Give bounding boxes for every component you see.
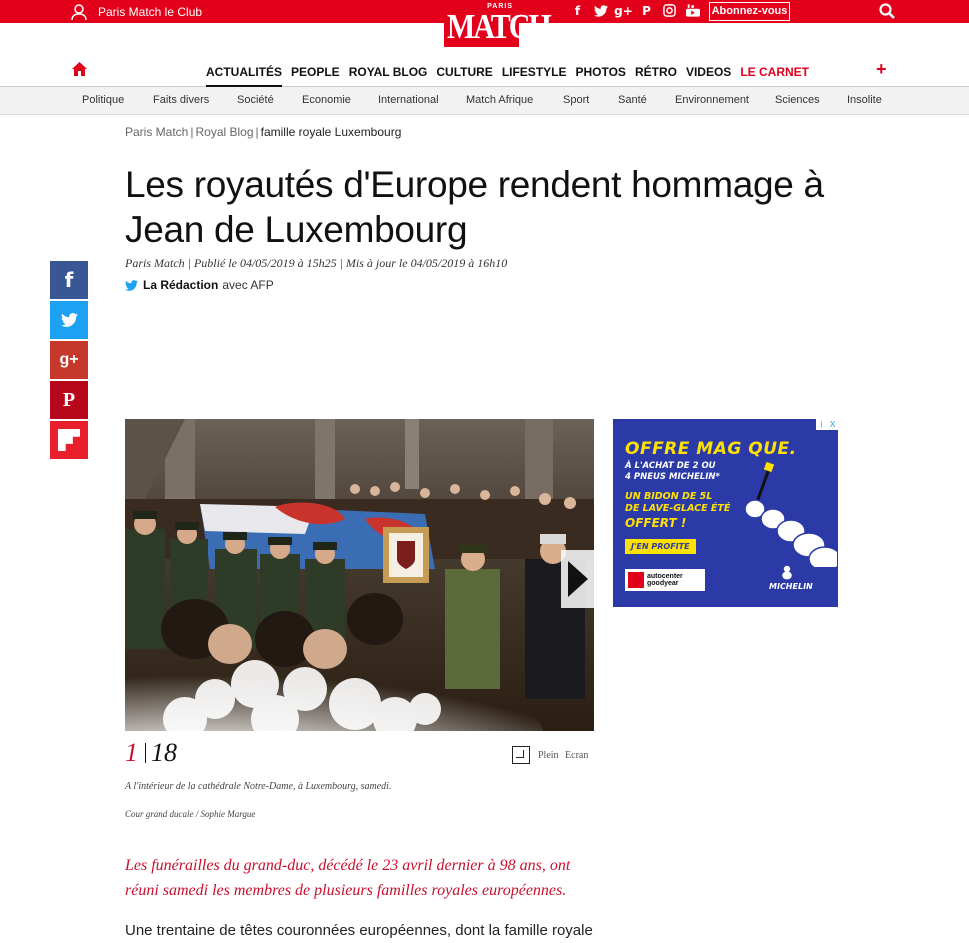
gallery-image[interactable] (125, 419, 594, 731)
ad-headline: OFFRE MAG QUE. (625, 439, 797, 459)
twitter-icon (61, 313, 78, 327)
google-plus-icon[interactable]: g+ (614, 4, 633, 18)
google-plus-icon: g+ (59, 351, 79, 368)
logo-big-text: MATCH (447, 8, 550, 46)
article-body: Une trentaine de têtes couronnées européennes, dont la famille royale (125, 922, 593, 939)
article-lead: Les funérailles du grand-duc, décédé le 23 avril dernier à 98 ans, ont réuni samedi les membres de plusieurs familles royales européennes. (125, 857, 571, 899)
subnav-item-international[interactable]: International (378, 94, 439, 106)
pinterest-share-button[interactable] (50, 381, 88, 419)
nav-item-lifestyle[interactable]: LIFESTYLE (501, 65, 567, 79)
breadcrumb-current[interactable]: famille royale Luxembourg (260, 125, 402, 139)
flipboard-share-button[interactable] (50, 421, 88, 459)
youtube-icon[interactable] (681, 3, 704, 20)
subnav-item-sante[interactable]: Santé (618, 94, 647, 106)
search-icon[interactable] (879, 3, 895, 19)
ad-cta-button[interactable]: J'EN PROFITE (625, 539, 696, 554)
main-navigation (0, 57, 969, 87)
michelin-bibendum-icon (779, 565, 795, 581)
breadcrumb-paris-match[interactable]: Paris Match (125, 125, 189, 139)
subnav-item-economie[interactable]: Economie (302, 94, 351, 106)
subnav-item-societe[interactable]: Société (237, 94, 274, 106)
michelin-advertisement[interactable] (613, 419, 838, 607)
ad-subtext: À L'ACHAT DE 2 OU 4 PNEUS MICHELIN* (625, 461, 720, 482)
subscribe-button[interactable]: Abonnez-vous (709, 2, 790, 21)
logo-small-text: PARIS (487, 3, 513, 10)
article-title: Les royautés d'Europe rendent hommage à Jean de Luxembourg (125, 164, 824, 250)
autocenter-icon (628, 572, 644, 588)
autocenter-label: autocenter goodyear (647, 573, 683, 587)
twitter-icon[interactable] (125, 280, 138, 291)
home-icon[interactable] (72, 62, 87, 76)
social-links (566, 3, 704, 20)
subnav-item-politique[interactable]: Politique (82, 94, 125, 106)
counter-divider (145, 743, 146, 763)
pinterest-icon: P (62, 388, 76, 411)
article-author (125, 278, 274, 292)
pinterest-icon[interactable]: P (642, 4, 651, 18)
nav-item-retro[interactable]: RÉTRO (634, 65, 677, 79)
gallery-next-button[interactable] (561, 550, 594, 608)
author-suffix: avec AFP (222, 278, 274, 292)
subnav-item-faits-divers[interactable]: Faits divers (153, 94, 210, 106)
chevron-right-icon (568, 561, 588, 597)
nav-item-photos[interactable]: PHOTOS (575, 65, 626, 79)
club-link[interactable] (70, 3, 202, 21)
flipboard-icon (58, 429, 80, 451)
paris-match-logo[interactable] (444, 0, 550, 47)
ad-offert: OFFERT ! (625, 516, 687, 530)
club-label: Paris Match le Club (98, 5, 203, 19)
sub-navigation (0, 87, 969, 115)
breadcrumb-separator: | (190, 125, 194, 139)
subnav-item-sport[interactable]: Sport (563, 94, 590, 106)
nav-item-royal-blog[interactable]: ROYAL BLOG (348, 65, 428, 79)
subnav-item-sciences[interactable]: Sciences (775, 94, 820, 106)
author-name[interactable]: La Rédaction (143, 278, 219, 292)
autocenter-logo (625, 569, 705, 591)
breadcrumb (125, 125, 401, 139)
nav-item-videos[interactable]: VIDEOS (685, 65, 732, 79)
ad-offer: UN BIDON DE 5L DE LAVE-GLACE ÉTÉ (625, 491, 731, 514)
twitter-share-button[interactable] (50, 301, 88, 339)
plus-icon[interactable]: + (876, 59, 887, 79)
nav-item-le-carnet[interactable]: LE CARNET (740, 65, 809, 79)
adchoices-info-icon[interactable]: i (820, 420, 823, 429)
gallery-total: 18 (151, 738, 177, 767)
breadcrumb-royal-blog[interactable]: Royal Blog (195, 125, 254, 139)
instagram-icon[interactable] (658, 3, 681, 20)
expand-icon (512, 746, 530, 764)
subnav-item-match-afrique[interactable]: Match Afrique (466, 94, 534, 106)
nav-links (206, 65, 809, 88)
photo-credit: Cour grand ducale / Sophie Margue (125, 809, 256, 819)
nav-item-culture[interactable]: CULTURE (436, 65, 493, 79)
michelin-brand: MICHELIN (769, 582, 813, 591)
adchoices-badge[interactable] (816, 419, 838, 430)
gallery-counter (125, 738, 177, 768)
facebook-icon[interactable]: f (574, 4, 581, 18)
google-plus-share-button[interactable] (50, 341, 88, 379)
subnav-item-insolite[interactable]: Insolite (847, 94, 882, 106)
gallery-current-index: 1 (125, 738, 138, 767)
nav-item-actualites[interactable]: ACTUALITÉS (206, 65, 282, 88)
nav-item-people[interactable]: PEOPLE (291, 65, 340, 79)
fullscreen-label: Plein Ecran (538, 749, 589, 761)
subnav-item-environnement[interactable]: Environnement (675, 94, 749, 106)
facebook-share-button[interactable] (50, 261, 88, 299)
michelin-man-icon (737, 447, 837, 567)
user-icon (70, 3, 88, 21)
article-meta: Paris Match | Publié le 04/05/2019 à 15h25 | Mis à jour le 04/05/2019 à 16h10 (125, 256, 508, 270)
breadcrumb-separator: | (255, 125, 259, 139)
photo-caption: A l'intérieur de la cathédrale Notre-Dame, à Luxembourg, samedi. (125, 781, 392, 792)
adchoices-close-icon[interactable]: X (829, 420, 836, 429)
funeral-photo (125, 419, 594, 731)
fullscreen-button[interactable] (512, 746, 588, 764)
facebook-icon: f (64, 268, 74, 292)
twitter-icon[interactable] (589, 3, 612, 20)
